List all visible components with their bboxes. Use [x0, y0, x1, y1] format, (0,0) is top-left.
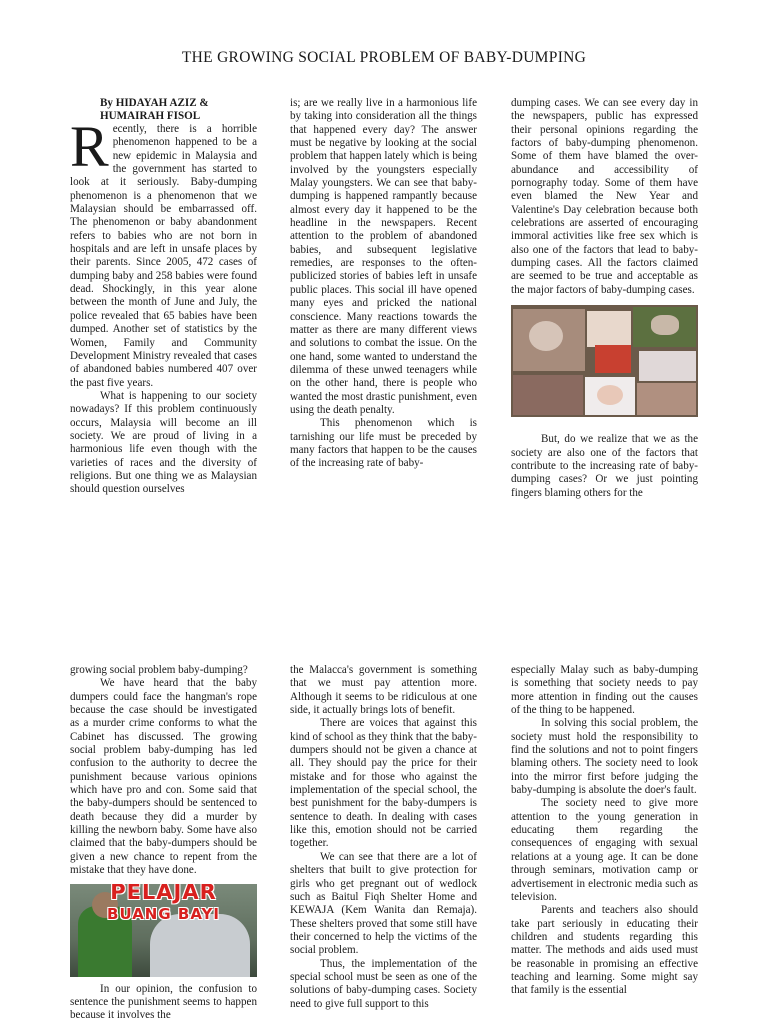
pelajar-buang-bayi-photo	[70, 884, 257, 977]
paragraph: dumping cases. We can see every day in the newspapers, public has expressed their personal opinions regarding the factors of baby-dumping phenomenon. Some of them have blamed the over-abundance and accessibility of pornography today. Some of them have even blamed the New Year and Valentine's Day celebration because both celebrations are asserted of encouraging immoral activities like free sex which is also one of the factors that lead to baby-dumping cases. All the factors claimed are seemed to be true and acceptable as the major factors of baby-dumping cases.	[511, 97, 698, 296]
drop-cap: R	[70, 114, 109, 179]
paragraph: the Malacca's government is something that we must pay attention more. Although it seems to be ridiculous at one side, it actually brings lots of benefit.	[290, 664, 477, 717]
paragraph: In our opinion, the confusion to sentence the punishment seems to happen because it involves the	[70, 982, 257, 1022]
byline-line-1: By HIDAYAH AZIZ &	[100, 97, 209, 109]
column-1-top	[70, 97, 257, 517]
paragraph: There are voices that against this kind of school as they think that the baby-dumpers should not be given a chance at all. They should pay the price for their mistake and for those who against the implementation of the special school, the best punishment for the baby-dumpers is sentence to death. In dealing with cases like this, emotion should not be carried together.	[290, 717, 477, 850]
article-title: THE GROWING SOCIAL PROBLEM OF BABY-DUMPING	[181, 49, 587, 66]
column-1-bottom	[70, 664, 257, 1024]
baby-photo-collage	[511, 305, 698, 417]
paragraph: Parents and teachers also should take part seriously in educating their children and students regarding this matter. The methods and aids used must be reasonable in promising an effective teaching and learning. Some might say that family is the essential	[511, 904, 698, 997]
column-2-bottom	[290, 664, 477, 1024]
paragraph: We can see that there are a lot of shelters that built to give protection for girls who get pregnant out of wedlock such as Baitul Fiqh Shelter Home and KEWAJA (Kem Wanita dan Remaja). These shelters proved that some still have their concerned to help the victims of the social problem.	[290, 850, 477, 957]
banner-line-2: BUANG BAYI	[107, 904, 220, 923]
column-3-top	[511, 97, 698, 517]
paragraph: Thus, the implementation of the special school must be seen as one of the solutions of baby-dumping cases. Society need to give full support to this	[290, 957, 477, 1010]
paragraph: Recently, there is a horrible phenomenon happened to be a new epidemic in Malaysia and the government has started to look at it seriously. Baby-dumping phenomenon is a phenomenon that we Malaysian should be embarrassed off. The phenomenon or baby abandonment refers to babies who are not born in hospitals and are left in unsafe places by their parents. Since 2005, 472 cases of dumping baby and 258 babies were found dead. Shockingly, in this year alone between the month of June and July, the police revealed that 65 babies have been dumped. Another set of statistics by the Women, Family and Community Development Ministry revealed that cases of abandoned babies numbered 407 over the past five years.	[70, 114, 257, 389]
paragraph: But, do we realize that we as the society are also one of the factors that contribute to the increasing rate of baby-dumping cases? Or we just pointing fingers blaming others for the	[511, 433, 698, 499]
column-3-bottom	[511, 664, 698, 1024]
paragraph: is; are we really live in a harmonious life by taking into consideration all the things that happened every day? The answer must be negative by looking at the social problem that happen lately which is being involved by the youngsters especially Malay youngsters. We can see that baby-dumping is happened rampantly because almost every day it happened to be the headline in the newspapers. Recent attention to the problem of abandoned babies, and subsequent legislative remedies, are responses to the often-publicized stories of babies left in unsafe public places. This social ill have opened many eyes and pricked the national conscience. Many reactions towards the matter as there are many different views and solutions to combat the issue. On the one hand, some wanted to understand the dilemma of these unwed teenagers while on the other hand, there is people who wanted the most drastic punishment, even using the death penalty.	[290, 97, 477, 416]
byline-line-2: HUMAIRAH FISOL	[100, 110, 201, 122]
paragraph: especially Malay such as baby-dumping is something that society needs to pay more attention in finding out the causes of the thing to be happened.	[511, 664, 698, 717]
column-2-top	[290, 97, 477, 517]
paragraph: growing social problem baby-dumping?	[70, 664, 248, 676]
paragraph: What is happening to our society nowadays? If this problem continuously occurs, Malaysia will become an ill society. We are proud of living in a harmonious life even though with the varieties of races and the diversity of religions. But one thing we as Malaysian should question ourselves	[70, 389, 257, 496]
paragraph: In solving this social problem, the society must hold the responsibility to find the solutions and not to point fingers blaming others. The society need to look into the mirror first before judging the baby-dumping is absolute the doer's fault.	[511, 717, 698, 797]
paragraph: The society need to give more attention to the young generation in educating them regarding the consequences of engaging with sexual relations at a young age. It can be done through seminars, motivation camp or advertisement in electronic media such as television.	[511, 797, 698, 903]
paragraph: This phenomenon which is tarnishing our life must be preceded by many factors that happen to be the causes of the increasing rate of baby-	[290, 417, 477, 470]
paragraph: We have heard that the baby dumpers could face the hangman's rope because the case should be investigated as a murder crime conforms to what the Cabinet has discussed. The growing social problem baby-dumping has led confusion to the authority to decree the punishment because various opinions which have pro and con. Some said that the baby-dumpers should be sentenced to death because they did a murder by killing the newborn baby. Some have also claimed that the baby-dumpers should be given a new chance to repent from the mistake that they have done.	[70, 677, 257, 877]
banner-line-1: PELAJAR	[110, 883, 217, 904]
